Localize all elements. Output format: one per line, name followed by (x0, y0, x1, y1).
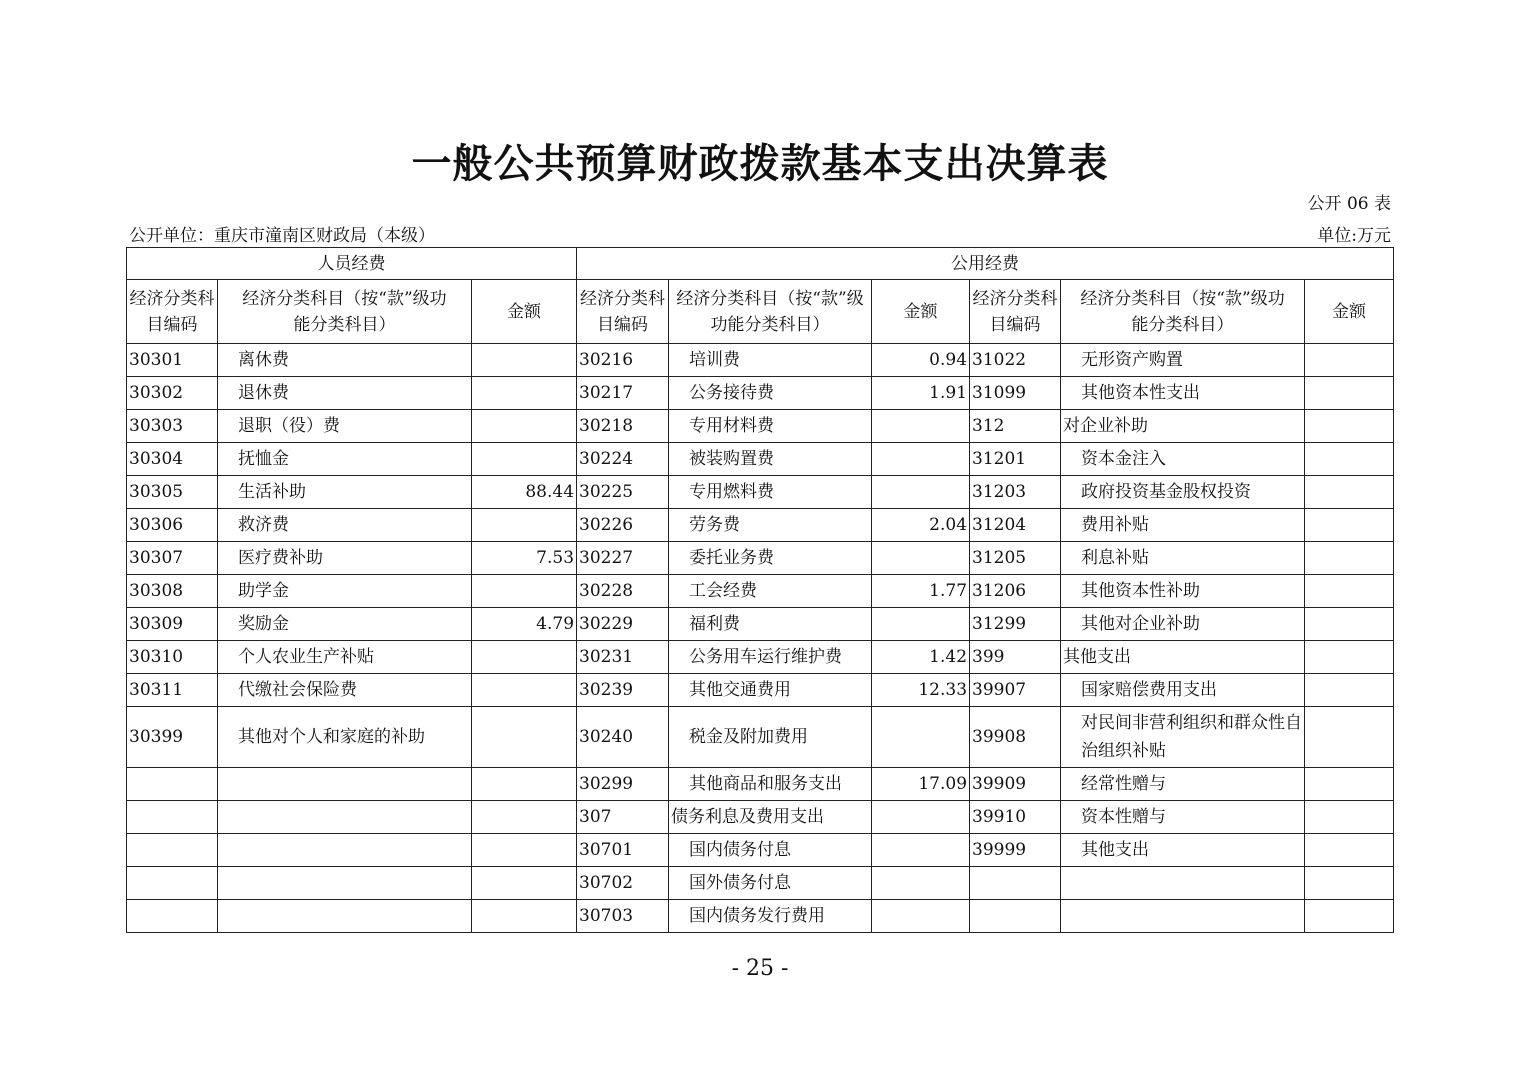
page-number: - 25 - (731, 956, 789, 981)
table-row (127, 768, 1394, 801)
amount (872, 476, 970, 509)
amount (1305, 377, 1394, 410)
economic-code: 30216 (577, 344, 669, 377)
item-name: 政府投资基金股权投资 (1061, 476, 1305, 509)
item-name: 代缴社会保险费 (218, 674, 472, 707)
economic-code: 30231 (577, 641, 669, 674)
amount (1305, 768, 1394, 801)
economic-code: 30304 (127, 443, 218, 476)
economic-code: 30701 (577, 834, 669, 867)
item-name: 离休费 (218, 344, 472, 377)
amount (472, 344, 577, 377)
item-name: 对民间非营利组织和群众性自治组织补贴 (1061, 707, 1305, 768)
economic-code: 30310 (127, 641, 218, 674)
table-row (127, 674, 1394, 707)
economic-code (127, 834, 218, 867)
economic-code (127, 801, 218, 834)
group-personnel: 人员经费 (127, 248, 577, 280)
amount (872, 443, 970, 476)
economic-code: 30227 (577, 542, 669, 575)
currency-unit: 单位:万元 (1317, 226, 1391, 246)
item-name: 债务利息及费用支出 (669, 801, 872, 834)
economic-code: 30226 (577, 509, 669, 542)
economic-code: 39907 (970, 674, 1061, 707)
item-name: 其他支出 (1061, 834, 1305, 867)
item-name: 其他对企业补助 (1061, 608, 1305, 641)
item-name: 委托业务费 (669, 542, 872, 575)
table-row (127, 707, 1394, 768)
amount (872, 900, 970, 933)
amount (1305, 900, 1394, 933)
item-name: 生活补助 (218, 476, 472, 509)
amount (1305, 674, 1394, 707)
item-name: 其他交通费用 (669, 674, 872, 707)
economic-code: 31201 (970, 443, 1061, 476)
economic-code: 399 (970, 641, 1061, 674)
amount (1305, 641, 1394, 674)
amount (472, 707, 577, 768)
amount: 17.09 (872, 768, 970, 801)
economic-code: 30240 (577, 707, 669, 768)
amount (472, 377, 577, 410)
item-name: 专用材料费 (669, 410, 872, 443)
amount: 88.44 (472, 476, 577, 509)
economic-code: 30306 (127, 509, 218, 542)
item-name: 资本金注入 (1061, 443, 1305, 476)
header-name: 经济分类科目（按“款”级功能分类科目） (1061, 280, 1305, 344)
item-name: 退休费 (218, 377, 472, 410)
amount (472, 674, 577, 707)
item-name: 医疗费补助 (218, 542, 472, 575)
amount (872, 410, 970, 443)
amount (872, 867, 970, 900)
economic-code: 39999 (970, 834, 1061, 867)
item-name: 国内债务付息 (669, 834, 872, 867)
economic-code (970, 900, 1061, 933)
economic-code: 39910 (970, 801, 1061, 834)
amount (472, 641, 577, 674)
item-name (1061, 867, 1305, 900)
economic-code: 30299 (577, 768, 669, 801)
table-code: 公开 06 表 (1307, 194, 1391, 214)
economic-code (127, 768, 218, 801)
economic-code: 31099 (970, 377, 1061, 410)
header-name: 经济分类科目（按“款”级功能分类科目） (218, 280, 472, 344)
amount (1305, 344, 1394, 377)
item-name: 其他资本性补助 (1061, 575, 1305, 608)
amount: 1.91 (872, 377, 970, 410)
economic-code: 30239 (577, 674, 669, 707)
table-row (127, 867, 1394, 900)
item-name: 国家赔偿费用支出 (1061, 674, 1305, 707)
economic-code: 312 (970, 410, 1061, 443)
item-name: 公务用车运行维护费 (669, 641, 872, 674)
item-name: 国内债务发行费用 (669, 900, 872, 933)
amount (872, 834, 970, 867)
amount (1305, 542, 1394, 575)
economic-code: 30307 (127, 542, 218, 575)
amount (1305, 476, 1394, 509)
amount (472, 867, 577, 900)
item-name (218, 834, 472, 867)
economic-code: 30228 (577, 575, 669, 608)
item-name: 费用补贴 (1061, 509, 1305, 542)
economic-code: 30399 (127, 707, 218, 768)
economic-code: 30703 (577, 900, 669, 933)
amount: 7.53 (472, 542, 577, 575)
table-row (127, 801, 1394, 834)
amount (1305, 608, 1394, 641)
table-row (127, 542, 1394, 575)
economic-code: 30301 (127, 344, 218, 377)
item-name: 国外债务付息 (669, 867, 872, 900)
amount (472, 768, 577, 801)
table-row (127, 608, 1394, 641)
amount (872, 707, 970, 768)
item-name: 其他支出 (1061, 641, 1305, 674)
group-header-row (127, 248, 1394, 280)
amount (472, 834, 577, 867)
item-name (218, 768, 472, 801)
amount: 1.42 (872, 641, 970, 674)
economic-code: 39908 (970, 707, 1061, 768)
item-name: 培训费 (669, 344, 872, 377)
expenditure-table (126, 247, 1394, 933)
economic-code: 30311 (127, 674, 218, 707)
economic-code (127, 867, 218, 900)
item-name: 福利费 (669, 608, 872, 641)
item-name: 经常性赠与 (1061, 768, 1305, 801)
item-name: 工会经费 (669, 575, 872, 608)
header-code: 经济分类科目编码 (577, 280, 669, 344)
amount (872, 801, 970, 834)
table-row (127, 443, 1394, 476)
economic-code: 30303 (127, 410, 218, 443)
item-name (1061, 900, 1305, 933)
economic-code (127, 900, 218, 933)
amount (1305, 575, 1394, 608)
header-amount: 金额 (872, 280, 970, 344)
table-row (127, 344, 1394, 377)
economic-code: 30702 (577, 867, 669, 900)
table-row (127, 410, 1394, 443)
economic-code: 30225 (577, 476, 669, 509)
amount (472, 443, 577, 476)
item-name (218, 801, 472, 834)
header-amount: 金额 (1305, 280, 1394, 344)
amount (1305, 834, 1394, 867)
economic-code: 30309 (127, 608, 218, 641)
table-row (127, 509, 1394, 542)
item-name: 利息补贴 (1061, 542, 1305, 575)
economic-code: 30229 (577, 608, 669, 641)
economic-code: 30217 (577, 377, 669, 410)
amount: 4.79 (472, 608, 577, 641)
item-name: 对企业补助 (1061, 410, 1305, 443)
amount (1305, 509, 1394, 542)
economic-code: 30218 (577, 410, 669, 443)
item-name: 其他商品和服务支出 (669, 768, 872, 801)
header-amount: 金额 (472, 280, 577, 344)
header-code: 经济分类科目编码 (127, 280, 218, 344)
amount (1305, 867, 1394, 900)
economic-code: 307 (577, 801, 669, 834)
table-row (127, 377, 1394, 410)
amount: 1.77 (872, 575, 970, 608)
economic-code: 31203 (970, 476, 1061, 509)
economic-code: 31299 (970, 608, 1061, 641)
table-row (127, 476, 1394, 509)
amount (472, 575, 577, 608)
amount (1305, 801, 1394, 834)
amount (472, 900, 577, 933)
item-name: 税金及附加费用 (669, 707, 872, 768)
item-name: 无形资产购置 (1061, 344, 1305, 377)
item-name: 退职（役）费 (218, 410, 472, 443)
item-name: 劳务费 (669, 509, 872, 542)
amount (1305, 707, 1394, 768)
table-row (127, 641, 1394, 674)
amount: 12.33 (872, 674, 970, 707)
economic-code: 31205 (970, 542, 1061, 575)
item-name: 其他资本性支出 (1061, 377, 1305, 410)
item-name: 奖励金 (218, 608, 472, 641)
amount (872, 608, 970, 641)
amount: 0.94 (872, 344, 970, 377)
economic-code: 30305 (127, 476, 218, 509)
item-name: 公务接待费 (669, 377, 872, 410)
table-row (127, 575, 1394, 608)
economic-code: 31204 (970, 509, 1061, 542)
document-title: 一般公共预算财政拨款基本支出决算表 (411, 140, 1109, 187)
item-name: 助学金 (218, 575, 472, 608)
table-body (127, 248, 1394, 933)
economic-code: 30308 (127, 575, 218, 608)
item-name: 专用燃料费 (669, 476, 872, 509)
group-public: 公用经费 (577, 248, 1394, 280)
table-row (127, 900, 1394, 933)
column-header-row (127, 280, 1394, 344)
item-name: 其他对个人和家庭的补助 (218, 707, 472, 768)
header-name: 经济分类科目（按“款”级功能分类科目） (669, 280, 872, 344)
amount (472, 509, 577, 542)
item-name: 个人农业生产补贴 (218, 641, 472, 674)
economic-code: 30302 (127, 377, 218, 410)
item-name: 救济费 (218, 509, 472, 542)
economic-code: 30224 (577, 443, 669, 476)
amount (1305, 443, 1394, 476)
item-name: 资本性赠与 (1061, 801, 1305, 834)
amount (1305, 410, 1394, 443)
reporting-unit: 公开单位：重庆市潼南区财政局（本级） (129, 226, 435, 246)
economic-code: 31022 (970, 344, 1061, 377)
amount (472, 410, 577, 443)
item-name: 抚恤金 (218, 443, 472, 476)
header-code: 经济分类科目编码 (970, 280, 1061, 344)
economic-code: 31206 (970, 575, 1061, 608)
economic-code: 39909 (970, 768, 1061, 801)
amount (872, 542, 970, 575)
economic-code (970, 867, 1061, 900)
table-row (127, 834, 1394, 867)
item-name: 被装购置费 (669, 443, 872, 476)
amount: 2.04 (872, 509, 970, 542)
amount (472, 801, 577, 834)
item-name (218, 867, 472, 900)
item-name (218, 900, 472, 933)
